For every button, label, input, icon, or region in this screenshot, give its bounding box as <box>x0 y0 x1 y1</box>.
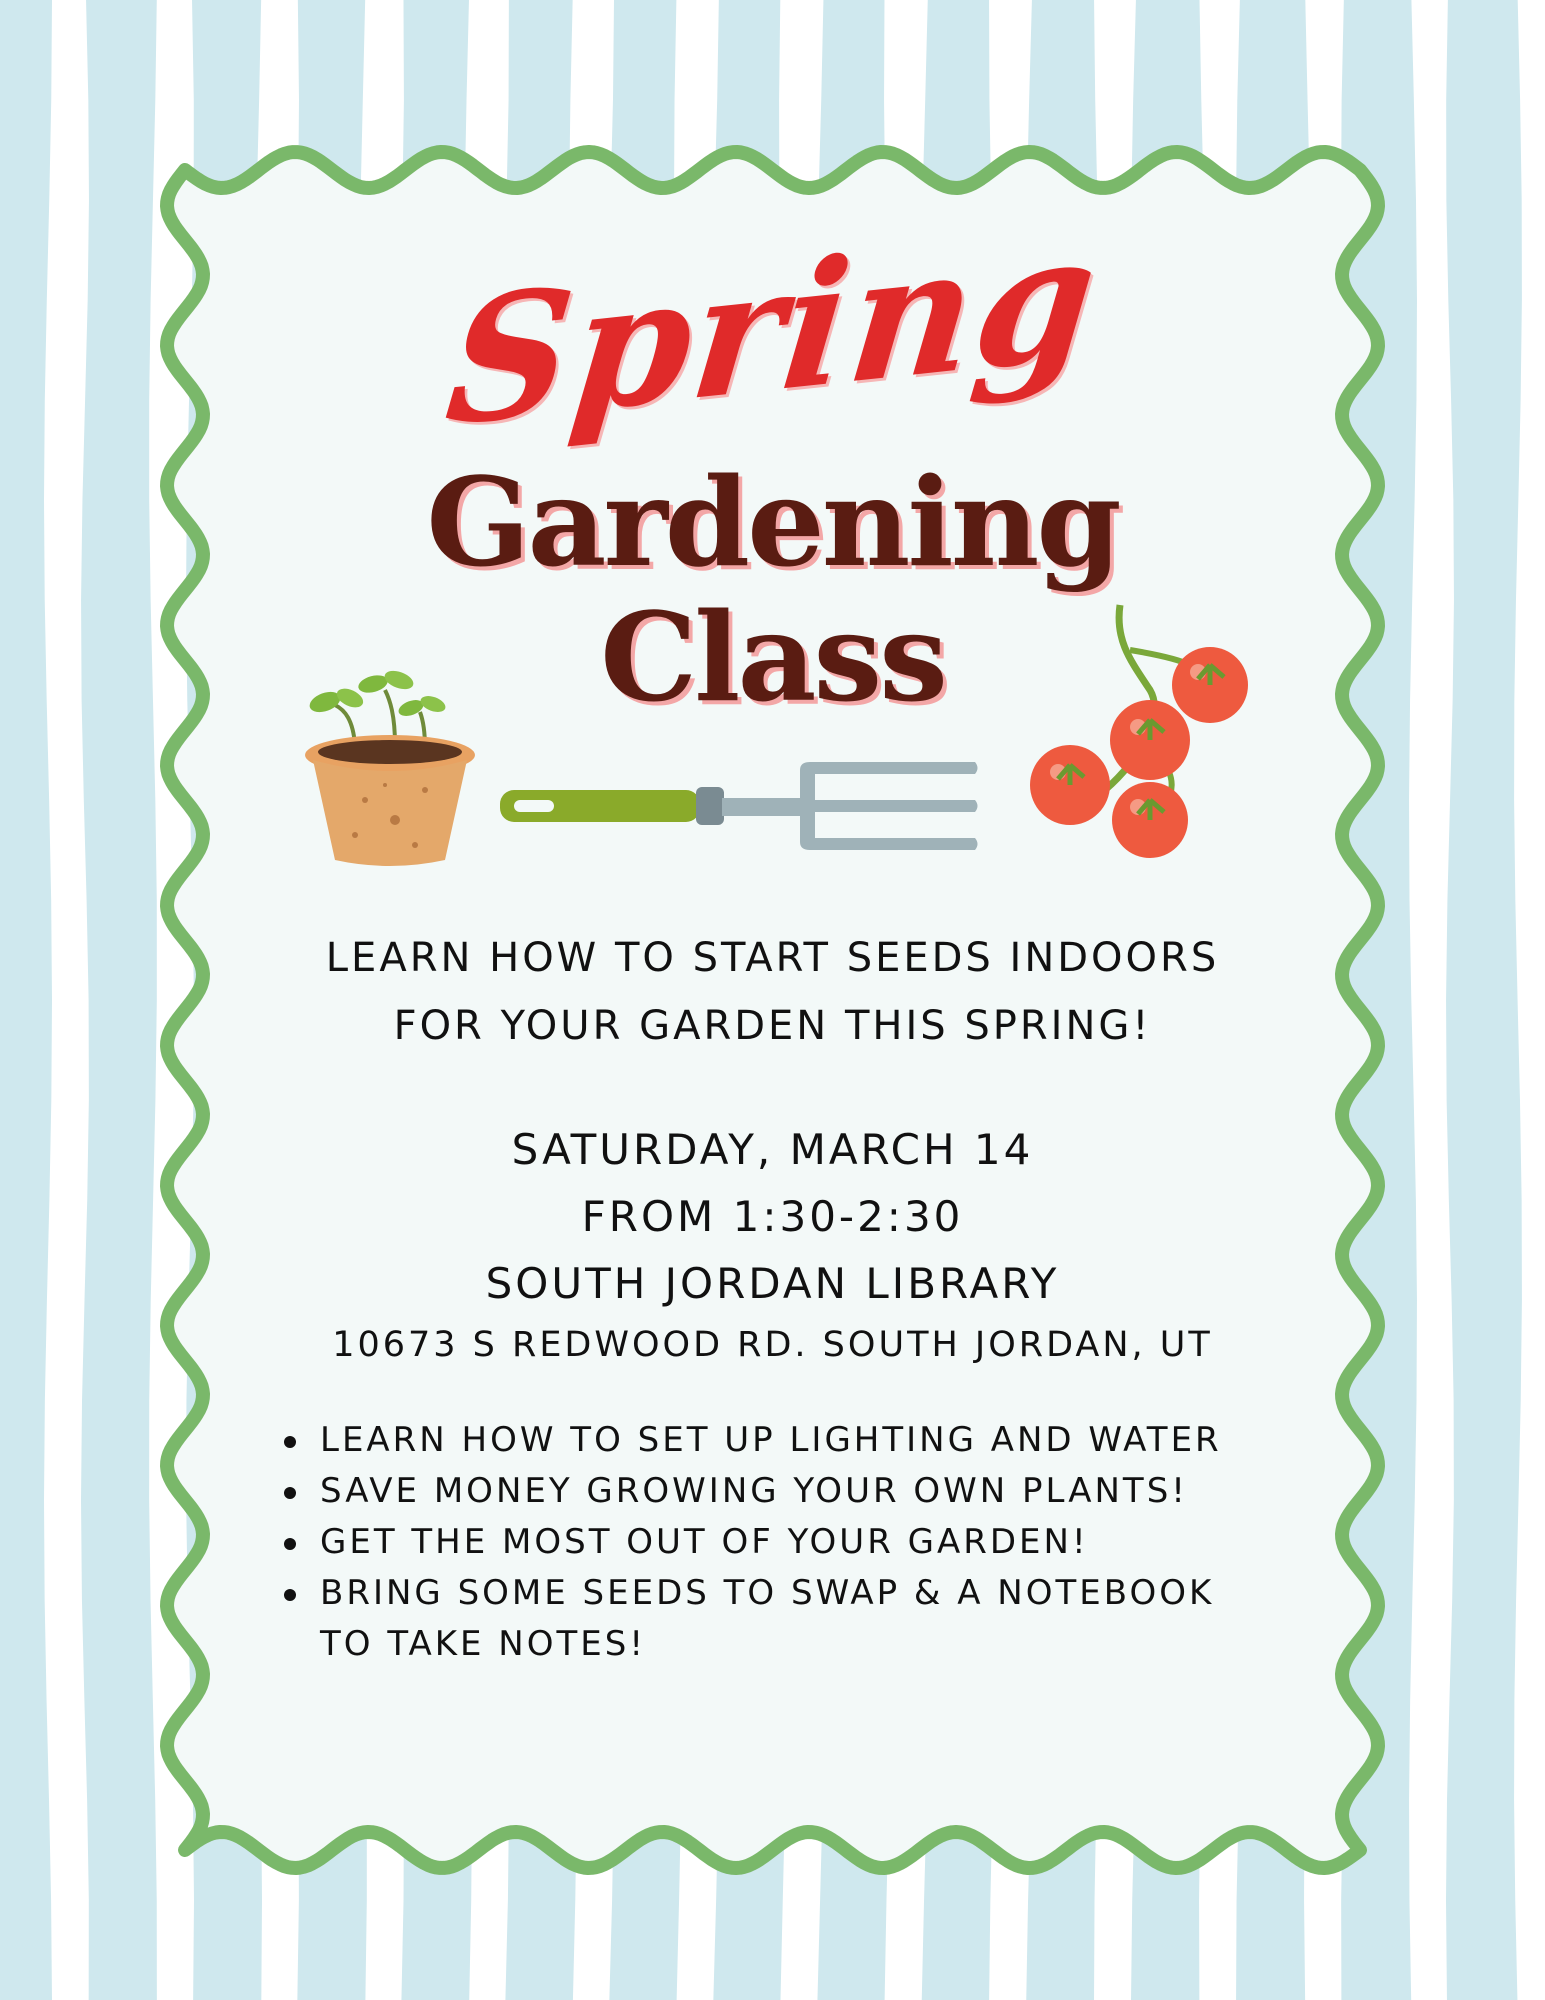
intro-line-1: LEARN HOW TO START SEEDS INDOORS <box>325 935 1220 981</box>
list-item: SAVE MONEY GROWING YOUR OWN PLANTS! <box>280 1466 1280 1517</box>
list-item: LEARN HOW TO SET UP LIGHTING AND WATER <box>280 1415 1280 1466</box>
title-class: Class <box>600 585 945 729</box>
intro-line-2: FOR YOUR GARDEN THIS SPRING! <box>393 1003 1152 1049</box>
list-item: BRING SOME SEEDS TO SWAP & A NOTEBOOK <box>280 1568 1280 1619</box>
garden-fork-icon <box>500 760 980 860</box>
tomato-vine-icon <box>1020 590 1260 860</box>
title-spring: Spring <box>438 194 1107 466</box>
event-venue: SOUTH JORDAN LIBRARY <box>485 1259 1060 1308</box>
seedling-pot-icon <box>295 660 485 870</box>
list-item-continuation: TO TAKE NOTES! <box>320 1624 646 1664</box>
event-date: SATURDAY, MARCH 14 <box>511 1125 1034 1174</box>
event-time: FROM 1:30-2:30 <box>581 1192 964 1241</box>
event-address: 10673 S REDWOOD RD. SOUTH JORDAN, UT <box>332 1325 1213 1365</box>
list-item: GET THE MOST OUT OF YOUR GARDEN! <box>280 1517 1280 1568</box>
flyer-card <box>180 160 1365 1860</box>
benefits-list <box>280 1415 1280 1670</box>
title-gardening: Gardening <box>426 450 1119 594</box>
